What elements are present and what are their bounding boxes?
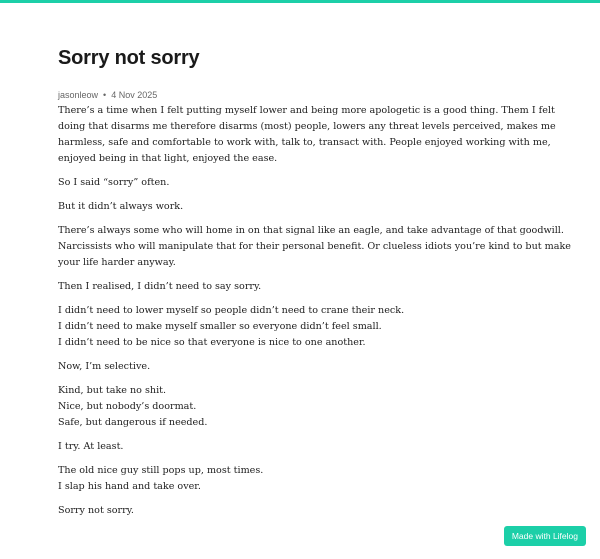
- paragraph-line: Narcissists who will manipulate that for their personal benefit. Or clueless idiots you’re kind to but make: [58, 241, 571, 252]
- paragraph-line: I slap his hand and take over.: [58, 481, 201, 492]
- accent-top-bar: [0, 0, 600, 3]
- author-link[interactable]: jasonleow: [58, 90, 99, 100]
- paragraph: [58, 175, 558, 191]
- paragraph: [58, 279, 558, 295]
- post-meta: [58, 89, 558, 101]
- paragraph-line: There’s always some who will home in on that signal like an eagle, and take advantage of that goodwill.: [58, 225, 564, 236]
- paragraph: [58, 383, 558, 431]
- post-title: Sorry not sorry: [58, 47, 200, 69]
- paragraph-line: I didn’t need to lower myself so people didn’t need to crane their neck.: [58, 305, 405, 316]
- paragraph: [58, 359, 558, 375]
- paragraph-line: harmless, safe and comfortable to work with, talk to, transact with. People enjoyed working with me,: [58, 137, 551, 148]
- paragraph: [58, 223, 571, 271]
- paragraph-line: Now, I’m selective.: [58, 361, 151, 372]
- post-date: 4 Nov 2025: [111, 90, 158, 100]
- paragraph-line: doing that disarms me therefore disarms (most) people, lowers any threat levels perceived, makes me: [58, 121, 556, 132]
- paragraph: [58, 463, 558, 495]
- paragraph-line: Nice, but nobody’s doormat.: [58, 401, 197, 412]
- paragraph-line: I try. At least.: [58, 441, 124, 452]
- paragraph-line: Safe, but dangerous if needed.: [58, 417, 208, 428]
- paragraph: [58, 199, 558, 215]
- paragraph-line: enjoyed being in that light, enjoyed the ease.: [58, 153, 278, 164]
- paragraph: [58, 503, 558, 519]
- paragraph-line: There’s a time when I felt putting myself lower and being more apologetic is a good thing. Them I felt: [58, 105, 555, 116]
- paragraph: [58, 439, 558, 455]
- post: [58, 44, 571, 527]
- meta-separator: •: [103, 90, 107, 100]
- paragraph-line: But it didn’t always work.: [58, 201, 184, 212]
- paragraph: [58, 303, 558, 351]
- paragraph-line: your life harder anyway.: [58, 257, 176, 268]
- paragraph-line: So I said “sorry” often.: [58, 177, 170, 188]
- paragraph-line: I didn’t need to make myself smaller so everyone didn’t feel small.: [58, 321, 382, 332]
- post-body: [58, 103, 571, 519]
- paragraph-line: Then I realised, I didn’t need to say sorry.: [58, 281, 262, 292]
- paragraph-line: Kind, but take no shit.: [58, 385, 167, 396]
- paragraph-line: The old nice guy still pops up, most times.: [58, 465, 264, 476]
- paragraph-line: Sorry not sorry.: [58, 505, 134, 516]
- paragraph-line: I didn’t need to be nice so that everyone is nice to one another.: [58, 337, 366, 348]
- made-with-lifelog-button[interactable]: Made with Lifelog: [504, 526, 586, 546]
- paragraph: [58, 103, 558, 167]
